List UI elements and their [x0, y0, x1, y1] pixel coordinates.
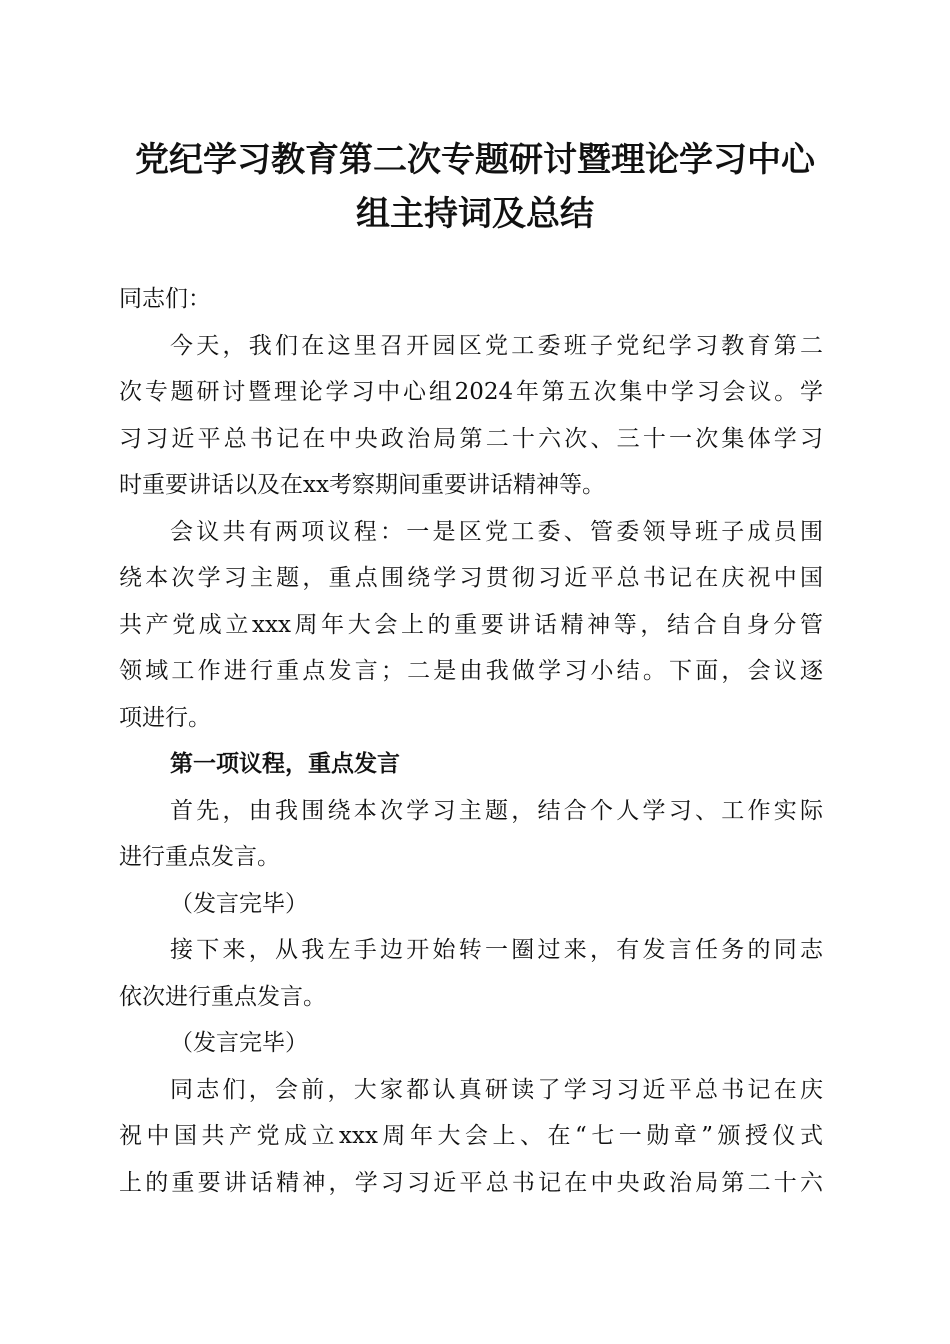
paragraph-line: 首先，由我围绕本次学习主题，结合个人学习、工作实际	[170, 797, 823, 824]
paragraph-summary	[119, 1067, 823, 1207]
paragraph-line: 习习近平总书记在中央政治局第二十六次、三十一次集体学习	[119, 425, 823, 452]
speech-end-note	[119, 881, 823, 928]
paragraph-line: 今天，我们在这里召开园区党工委班子党纪学习教育第二	[170, 332, 823, 359]
paragraph-line: 共产党成立xxx周年大会上的重要讲话精神等，结合自身分管	[119, 611, 823, 638]
paragraph-agenda	[119, 509, 823, 742]
paragraph-line: 上的重要讲话精神，学习习近平总书记在中央政治局第二十六	[119, 1169, 823, 1196]
salutation	[119, 276, 823, 323]
document-body	[119, 276, 823, 1206]
title-line-1: 党纪学习教育第二次专题研讨暨理论学习中心	[135, 140, 815, 180]
section-heading-text: 第一项议程，重点发言	[170, 750, 400, 777]
paragraph-next-speakers	[119, 927, 823, 1020]
speech-end-note	[119, 1020, 823, 1067]
paragraph-opening	[119, 323, 823, 509]
document-title	[100, 133, 850, 241]
paragraph-line: 祝中国共产党成立xxx周年大会上、在“七一勋章”颁授仪式	[119, 1123, 823, 1149]
paragraph-line: 时重要讲话以及在xx考察期间重要讲话精神等。	[119, 472, 605, 498]
note-text: （发言完毕）	[170, 890, 308, 917]
paragraph-line: 接下来，从我左手边开始转一圈过来，有发言任务的同志	[170, 937, 823, 963]
title-line-2: 组主持词及总结	[356, 194, 594, 234]
paragraph-line: 领域工作进行重点发言；二是由我做学习小结。下面，会议逐	[119, 658, 823, 684]
paragraph-line: 绕本次学习主题，重点围绕学习贯彻习近平总书记在庆祝中国	[119, 565, 823, 591]
paragraph-line: 项进行。	[119, 704, 211, 731]
section-heading	[119, 741, 823, 788]
paragraph-line: 依次进行重点发言。	[119, 983, 326, 1010]
paragraph-first-speech	[119, 788, 823, 881]
salutation-text: 同志们：	[119, 286, 211, 312]
paragraph-line: 进行重点发言。	[119, 844, 280, 870]
paragraph-line: 同志们，会前，大家都认真研读了学习习近平总书记在庆	[170, 1076, 823, 1103]
paragraph-line: 次专题研讨暨理论学习中心组2024年第五次集中学习会议。学	[119, 379, 823, 405]
paragraph-line: 会议共有两项议程：一是区党工委、管委领导班子成员围	[170, 518, 823, 545]
note-text: （发言完毕）	[170, 1030, 308, 1056]
